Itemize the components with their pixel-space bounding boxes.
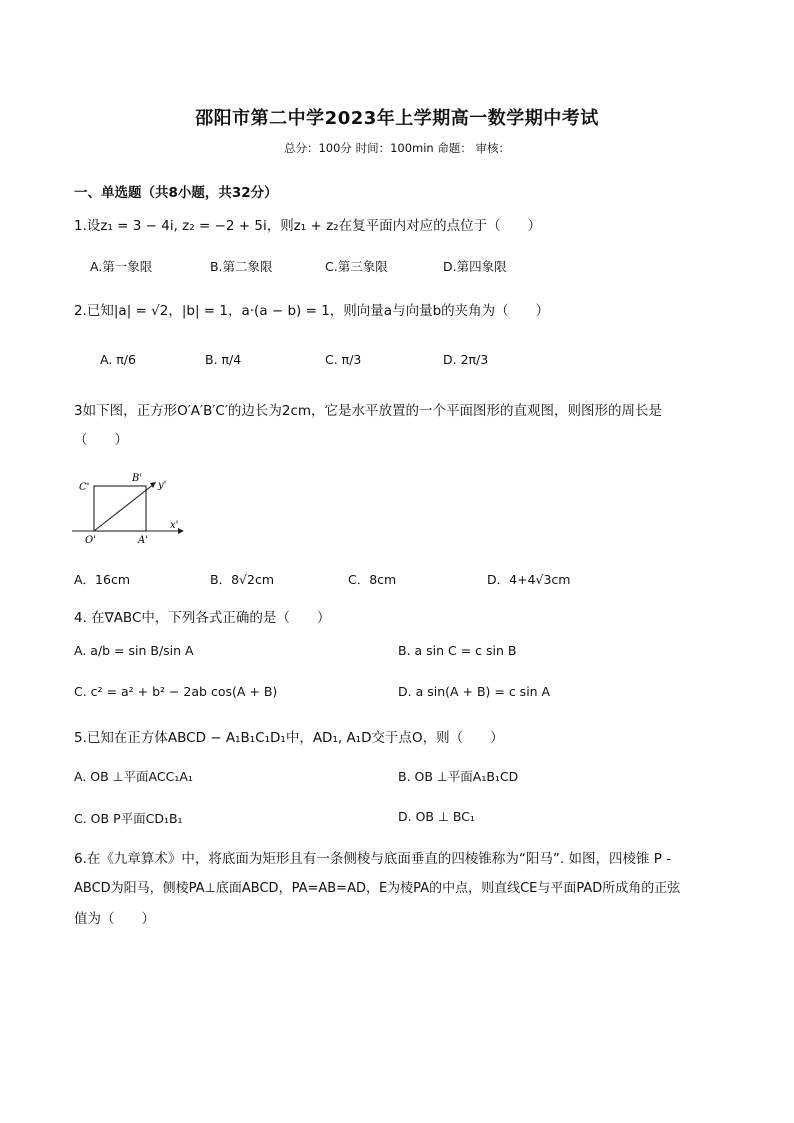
label-x-prime: x' bbox=[170, 520, 179, 531]
question-3-stem: 3如下图，正方形O′A′B′C′的边长为2cm，它是水平放置的一个平面图形的直观图，则图形的周长是 bbox=[74, 403, 663, 419]
q2-option-d: D. 2π/3 bbox=[443, 352, 489, 367]
question-2-stem: 2.已知|a| = √2，|b| = 1，a·(a − b) = 1，则向量a与向量b的夹角为（ ） bbox=[74, 303, 550, 319]
q2-option-b: B. π/4 bbox=[205, 352, 242, 367]
q5-option-c: C. OB P平面CD₁B₁ bbox=[74, 811, 183, 826]
label-a-prime: A' bbox=[138, 535, 148, 546]
q5-option-a: A. OB ⊥平面ACC₁A₁ bbox=[74, 769, 193, 784]
label-o-prime: O' bbox=[85, 535, 96, 546]
q2-option-c: C. π/3 bbox=[325, 352, 362, 367]
q1-option-b: B.第二象限 bbox=[210, 259, 273, 274]
question-6-line-3: 值为（ ） bbox=[74, 911, 155, 927]
exam-info: 总分：100分 时间：100min 命题： 审核： bbox=[283, 141, 511, 155]
q5-option-d: D. OB ⊥ BC₁ bbox=[398, 809, 475, 824]
question-5-stem: 5.已知在正方体ABCD − A₁B₁C₁D₁中，AD₁, A₁D交于点O，则（ ） bbox=[74, 730, 504, 746]
label-c-prime: C' bbox=[79, 482, 90, 493]
q3-option-b: B．8√2cm bbox=[210, 572, 274, 587]
square-diagram bbox=[70, 470, 190, 550]
q4-option-b: B. a sin C = c sin B bbox=[398, 643, 517, 658]
q3-option-a: A．16cm bbox=[74, 572, 131, 587]
page-title: 邵阳市第二中学2023年上学期高一数学期中考试 bbox=[195, 108, 599, 129]
q4-option-d: D. a sin(A + B) = c sin A bbox=[398, 684, 551, 699]
q3-option-c: C．8cm bbox=[348, 572, 397, 587]
question-6-line-1: 6.在《九章算术》中，将底面为矩形且有一条侧棱与底面垂直的四棱锥称为“阳马”. 如图，四棱锥 P - bbox=[74, 851, 672, 867]
q4-option-a: A. a/b = sin B/sin A bbox=[74, 643, 194, 658]
q5-option-b: B. OB ⊥平面A₁B₁CD bbox=[398, 769, 519, 784]
q1-option-d: D.第四象限 bbox=[443, 259, 507, 274]
q4-option-c: C. c² = a² + b² − 2ab cos(A + B) bbox=[74, 684, 278, 699]
question-1-stem: 1.设z₁ = 3 − 4i, z₂ = −2 + 5i，则z₁ + z₂在复平面内对应的点位于（ ） bbox=[74, 218, 542, 234]
q2-option-a: A. π/6 bbox=[100, 352, 136, 367]
question-6-line-2: ABCD为阳马，侧棱PA⊥底面ABCD，PA=AB=AD，E为棱PA的中点，则直线CE与平面PAD所成角的正弦 bbox=[74, 881, 681, 896]
q1-option-a: A.第一象限 bbox=[90, 259, 153, 274]
q1-option-c: C.第三象限 bbox=[325, 259, 388, 274]
label-y-prime: y' bbox=[158, 480, 167, 491]
q3-option-d: D．4+4√3cm bbox=[487, 572, 571, 587]
question-3-stem-cont: （ ） bbox=[74, 432, 128, 448]
label-b-prime: B' bbox=[132, 473, 143, 484]
question-4-stem: 4. 在∇ABC中，下列各式正确的是（ ） bbox=[74, 610, 331, 626]
section-heading: 一、单选题（共8小题，共32分） bbox=[74, 185, 278, 201]
